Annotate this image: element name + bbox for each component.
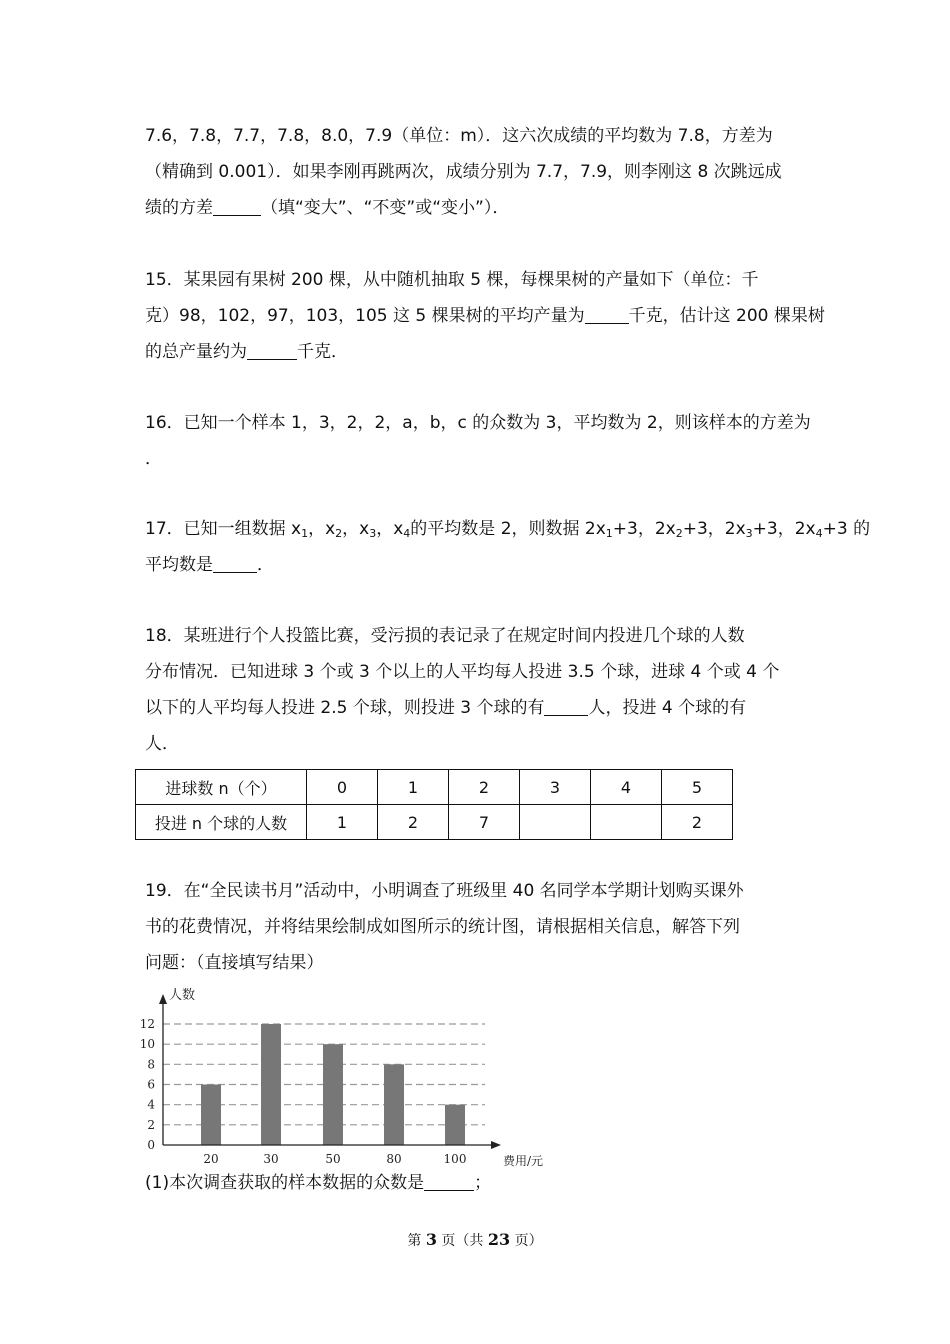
question-16	[145, 405, 810, 477]
table-cell: 4	[591, 770, 662, 805]
y-tick-label: 10	[139, 1037, 155, 1052]
answer-blank[interactable]	[585, 306, 629, 324]
table-cell: 2	[449, 770, 520, 805]
table-cell: 0	[307, 770, 378, 805]
page-footer: 第 3 页（共 23 页）	[407, 1230, 543, 1249]
y-axis-label: 人数	[169, 988, 196, 1003]
bar-80	[384, 1064, 404, 1145]
x-tick-label: 80	[386, 1152, 402, 1166]
answer-blank[interactable]	[213, 198, 261, 216]
question-15	[145, 262, 825, 370]
score-table	[135, 769, 733, 840]
x-tick-label: 100	[443, 1152, 467, 1166]
q16-line-2: ．	[145, 449, 162, 469]
q18-line-3: 以下的人平均每人投进 2.5 个球，则投进 3 个球的有 人，投进 4 个球的有	[145, 698, 747, 718]
q19-line-2: 书的花费情况，并将结果绘制成如图所示的统计图，请根据相关信息，解答下列	[145, 917, 740, 937]
table-cell: 7	[449, 805, 520, 840]
q18-line-4: 人．	[145, 734, 179, 754]
answer-blank[interactable]	[424, 1173, 474, 1191]
q17-line-1: 17．已知一组数据 $x_1$，$x_2$，$x_3$，$x_4$的平均数是 2，则数据 $2x_1+3$，$2x_2+3$，$2x_3+3$，$2x_4+3$ 的	[145, 519, 871, 540]
table-cell-blank	[591, 805, 662, 840]
q15-line-3: 的总产量约为 千克．	[145, 342, 348, 362]
table-header-cell: 进球数 n（个）	[136, 770, 307, 805]
table-cell: 2	[662, 805, 733, 840]
bar-100	[445, 1105, 465, 1145]
q14-line-1: 7.6，7.8，7.7，7.8，8.0，7.9（单位：m）．这六次成绩的平均数为 7.8，方差为	[145, 126, 773, 146]
table-cell: 1	[307, 805, 378, 840]
bar-chart	[135, 980, 565, 1170]
y-tick-label: 8	[147, 1057, 155, 1072]
question-18	[145, 618, 810, 762]
table-cell: 3	[520, 770, 591, 805]
x-tick-label: 50	[325, 1152, 341, 1166]
bar-30	[261, 1024, 281, 1145]
q18-line-2: 分布情况．已知进球 3 个或 3 个以上的人平均每人投进 3.5 个球，进球 4 个或 4 个	[145, 662, 780, 682]
table-header-cell: 投进 n 个球的人数	[136, 805, 307, 840]
table-cell: 2	[378, 805, 449, 840]
q16-line-1: 16．已知一个样本 1，3，2，2，a，b，c 的众数为 3，平均数为 2，则该样本的方差为	[145, 413, 811, 433]
bar-50	[323, 1044, 343, 1145]
bar-20	[201, 1085, 221, 1146]
q18-line-1: 18．某班进行个人投篮比赛，受污损的表记录了在规定时间内投进几个球的人数	[145, 626, 745, 646]
q15-line-2: 克）98，102，97，103，105 这 5 棵果树的平均产量为 千克，估计这 200 棵果树	[145, 306, 825, 326]
y-tick-label: 12	[139, 1017, 155, 1031]
x-axis-arrow	[491, 1141, 501, 1149]
answer-blank[interactable]	[213, 555, 257, 573]
total-pages: 23	[487, 1230, 511, 1249]
question-14	[145, 118, 810, 226]
q14-line-3: 绩的方差 （填“变大”、“不变”或“变小”）．	[145, 198, 510, 218]
x-axis-label: 费用/元	[503, 1154, 544, 1168]
table-cell: 1	[378, 770, 449, 805]
y-tick-label: 2	[147, 1117, 155, 1132]
y-tick-label: 0	[147, 1138, 155, 1152]
current-page: 3	[425, 1230, 437, 1249]
table-row	[136, 805, 733, 840]
answer-blank[interactable]	[247, 342, 297, 360]
table-cell: 5	[662, 770, 733, 805]
q15-line-1: 15．某果园有果树 200 棵，从中随机抽取 5 棵，每棵果树的产量如下（单位：千	[145, 270, 759, 290]
question-17	[145, 511, 871, 583]
q19-line-1: 19．在“全民读书月”活动中，小明调查了班级里 40 名同学本学期计划购买课外	[145, 881, 744, 901]
y-tick-label: 6	[147, 1077, 155, 1092]
q14-line-2: （精确到 0.001）．如果李刚再跳两次，成绩分别为 7.7，7.9，则李刚这 8 次跳远成	[145, 162, 782, 182]
table-cell-blank	[520, 805, 591, 840]
q19-line-3: 问题：（直接填写结果）	[145, 953, 324, 973]
q19-sub-1-text: (1)本次调查获取的样本数据的众数是	[145, 1173, 425, 1193]
answer-blank[interactable]	[544, 698, 588, 716]
x-tick-label: 30	[263, 1152, 279, 1166]
q17-line-2: 平均数是 ．	[145, 555, 274, 575]
q19-sub-1: (1)本次调查获取的样本数据的众数是 ；	[145, 1173, 492, 1193]
x-tick-label: 20	[203, 1152, 219, 1166]
question-19	[145, 873, 810, 981]
y-tick-label: 4	[147, 1097, 155, 1112]
y-axis-arrow	[159, 994, 167, 1004]
table-row	[136, 770, 733, 805]
